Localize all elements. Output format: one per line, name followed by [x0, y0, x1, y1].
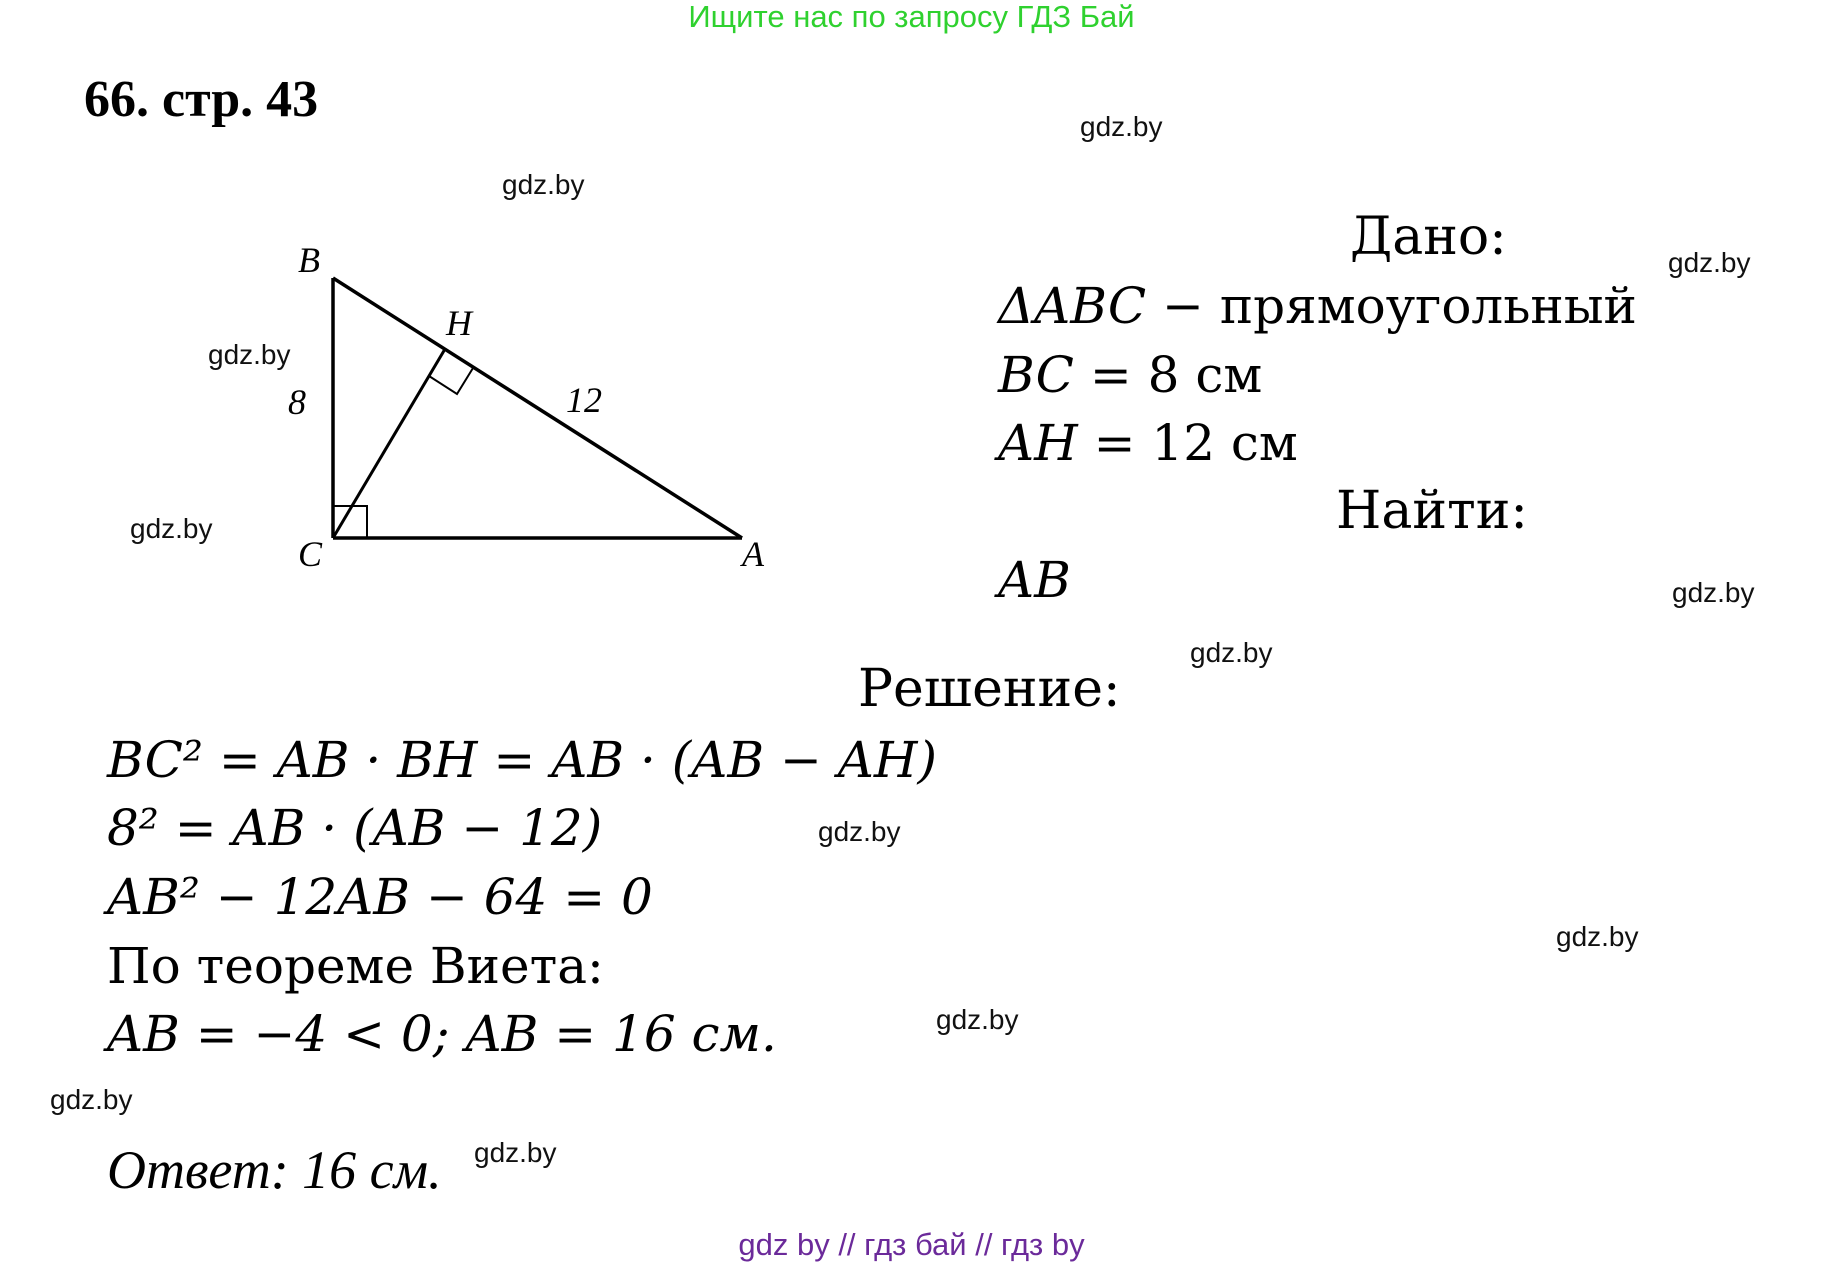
- answer: Ответ: 16 см.: [107, 1140, 442, 1200]
- watermark: gdz.by: [502, 169, 585, 200]
- label-b: B: [298, 240, 320, 280]
- label-c: C: [298, 534, 323, 574]
- watermark: gdz.by: [1556, 921, 1639, 952]
- solution-line-4: По теореме Виета:: [107, 937, 604, 995]
- given-line-1-math: ΔABC: [998, 277, 1147, 335]
- footer-links[interactable]: gdz by // гдз бай // гдз by: [738, 1227, 1085, 1262]
- watermark: gdz.by: [50, 1084, 133, 1115]
- watermark: gdz.by: [1668, 247, 1751, 278]
- watermark: gdz.by: [1672, 577, 1755, 608]
- solution-line-3: AB² − 12AB − 64 = 0: [107, 868, 653, 926]
- label-bc-length: 8: [288, 382, 306, 422]
- given-heading: Дано:: [1350, 207, 1507, 267]
- given-line-2-text: = 8 см: [1073, 346, 1263, 404]
- task-title: 66. стр. 43: [84, 71, 319, 128]
- given-line-1: [998, 276, 1637, 336]
- watermark: gdz.by: [1190, 637, 1273, 668]
- label-ha-length: 12: [566, 380, 602, 420]
- solution-line-1: BC² = AB · BH = AB · (AB − AH): [107, 731, 938, 789]
- given-line-3: [998, 413, 1298, 473]
- watermark: gdz.by: [936, 1004, 1019, 1035]
- given-line-3-text: = 12 см: [1077, 414, 1298, 472]
- triangle-figure: [0, 0, 900, 600]
- right-angle-h: [429, 368, 473, 394]
- given-line-2-math: BC: [998, 346, 1074, 404]
- height-ch: [333, 349, 445, 538]
- find-value: AB: [998, 551, 1071, 609]
- solution-heading: Решение:: [858, 659, 1121, 719]
- watermark: gdz.by: [130, 513, 213, 544]
- given-line-3-math: AH: [998, 414, 1078, 472]
- side-ab: [333, 278, 742, 538]
- watermark: gdz.by: [1080, 111, 1163, 142]
- solution-line-2: 8² = AB · (AB − 12): [107, 799, 603, 857]
- watermark: gdz.by: [818, 816, 901, 847]
- find-heading: Найти:: [1336, 481, 1528, 541]
- solution-line-5: AB = −4 < 0; AB = 16 см.: [107, 1005, 777, 1063]
- label-h: H: [446, 303, 472, 343]
- watermark: gdz.by: [208, 339, 291, 370]
- given-line-1-text: − прямоугольный: [1146, 277, 1637, 335]
- watermark: gdz.by: [474, 1137, 557, 1168]
- given-line-2: [998, 345, 1262, 405]
- label-a: A: [742, 534, 764, 574]
- top-banner[interactable]: Ищите нас по запросу ГДЗ Бай: [688, 0, 1135, 34]
